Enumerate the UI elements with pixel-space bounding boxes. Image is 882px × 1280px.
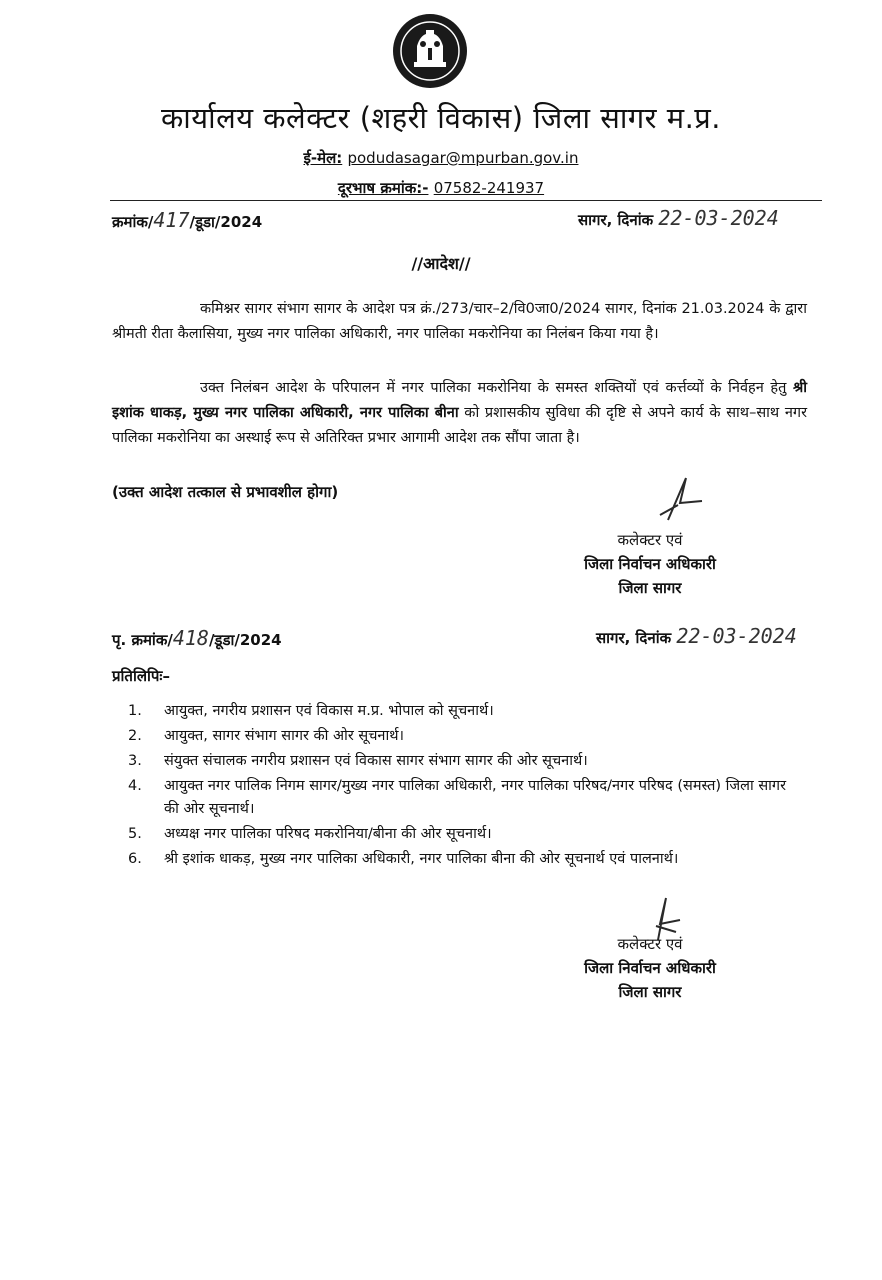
order-heading: //आदेश// [411, 254, 471, 273]
order-reference: क्रमांक/417/डूडा/2024 [112, 208, 263, 232]
effect-note: (उक्त आदेश तत्काल से प्रभावशील होगा) [112, 483, 339, 501]
endorsement-date-line: सागर, दिनांक 22-03-2024 [596, 624, 797, 648]
copy-list [128, 700, 788, 873]
order-number: 417 [153, 208, 190, 232]
list-item: 6. श्री इशांक धाकड़, मुख्य नगर पालिका अधिकारी, नगर पालिका बीना की ओर सूचनार्थ एवं पालनार्थ। [128, 851, 679, 867]
copies-label: प्रतिलिपिः– [112, 667, 170, 685]
phone-number: 07582-241937 [433, 179, 545, 197]
signature-block-1 [540, 528, 760, 600]
list-item: 1. आयुक्त, नगरीय प्रशासन एवं विकास म.प्र. भोपाल को सूचनार्थ। [128, 703, 494, 719]
appointee-name: श्री इशांक धाकड़, मुख्य नगर पालिका अधिकारी, नगर पालिका बीना [112, 380, 807, 421]
order-paragraph-1: कमिश्नर सागर संभाग सागर के आदेश पत्र क्रं./273/चार–2/वि0जा0/2024 सागर, दिनांक 21.03.2024 के द्वारा श्रीमती रीता कैलासिया, मुख्य नगर पालिका अधिकारी, नगर पालिका मकरोनिया का निलंबन किया गया है। [112, 301, 807, 342]
signatory-title: कलेक्टर एवं [617, 531, 683, 549]
order-date: 22-03-2024 [658, 206, 779, 230]
signatory-designation: जिला निर्वाचन अधिकारी [584, 959, 716, 977]
email-link[interactable]: podudasagar@mpurban.gov.in [347, 149, 579, 167]
order-date-line: सागर, दिनांक 22-03-2024 [578, 206, 779, 230]
phone-label: दूरभाष क्रमांक:- [337, 179, 429, 197]
endorsement-date: 22-03-2024 [676, 624, 797, 648]
endorsement-number: 418 [172, 626, 209, 650]
header-divider [110, 200, 822, 201]
list-item: 5. अध्यक्ष नगर पालिका परिषद मकरोनिया/बीना की ओर सूचनार्थ। [128, 826, 492, 842]
email-line [0, 148, 882, 168]
endorsement-reference: पृ. क्रमांक/418/डूडा/2024 [112, 626, 282, 650]
signatory-designation: जिला निर्वाचन अधिकारी [584, 555, 716, 573]
signatory-district: जिला सागर [618, 579, 682, 597]
phone-line [0, 178, 882, 198]
state-emblem-icon [390, 12, 470, 90]
office-title: कार्यालय कलेक्टर (शहरी विकास) जिला सागर म.प्र. [160, 101, 722, 135]
list-item: 4. आयुक्त नगर पालिक निगम सागर/मुख्य नगर पालिका अधिकारी, नगर पालिका परिषद/नगर परिषद (समस्त) जिला सागर की ओर सूचनार्थ। [128, 778, 787, 817]
signature-scribble-1 [638, 475, 708, 529]
signatory-district: जिला सागर [618, 983, 682, 1001]
email-label: ई-मेल: [303, 149, 343, 167]
signature-block-2 [540, 932, 760, 1004]
list-item: 3. संयुक्त संचालक नगरीय प्रशासन एवं विकास सागर संभाग सागर की ओर सूचनार्थ। [128, 753, 588, 769]
order-paragraph-2: उक्त निलंबन आदेश के परिपालन में नगर पालिका मकरोनिया के समस्त शक्तियों एवं कर्त्तव्यों के निर्वहन हेतु श्री इशांक धाकड़, मुख्य नगर पालिका अधिकारी, नगर पालिका बीना को प्रशासकीय सुविधा की दृष्टि से अपने कार्य के साथ–साथ नगर पालिका मकरोनिया का अस्थाई रूप से अतिरिक्त प्रभार आगामी आदेश तक सौंपा जाता है। [112, 380, 807, 446]
signatory-title: कलेक्टर एवं [617, 935, 683, 953]
list-item: 2. आयुक्त, सागर संभाग सागर की ओर सूचनार्थ। [128, 728, 404, 744]
